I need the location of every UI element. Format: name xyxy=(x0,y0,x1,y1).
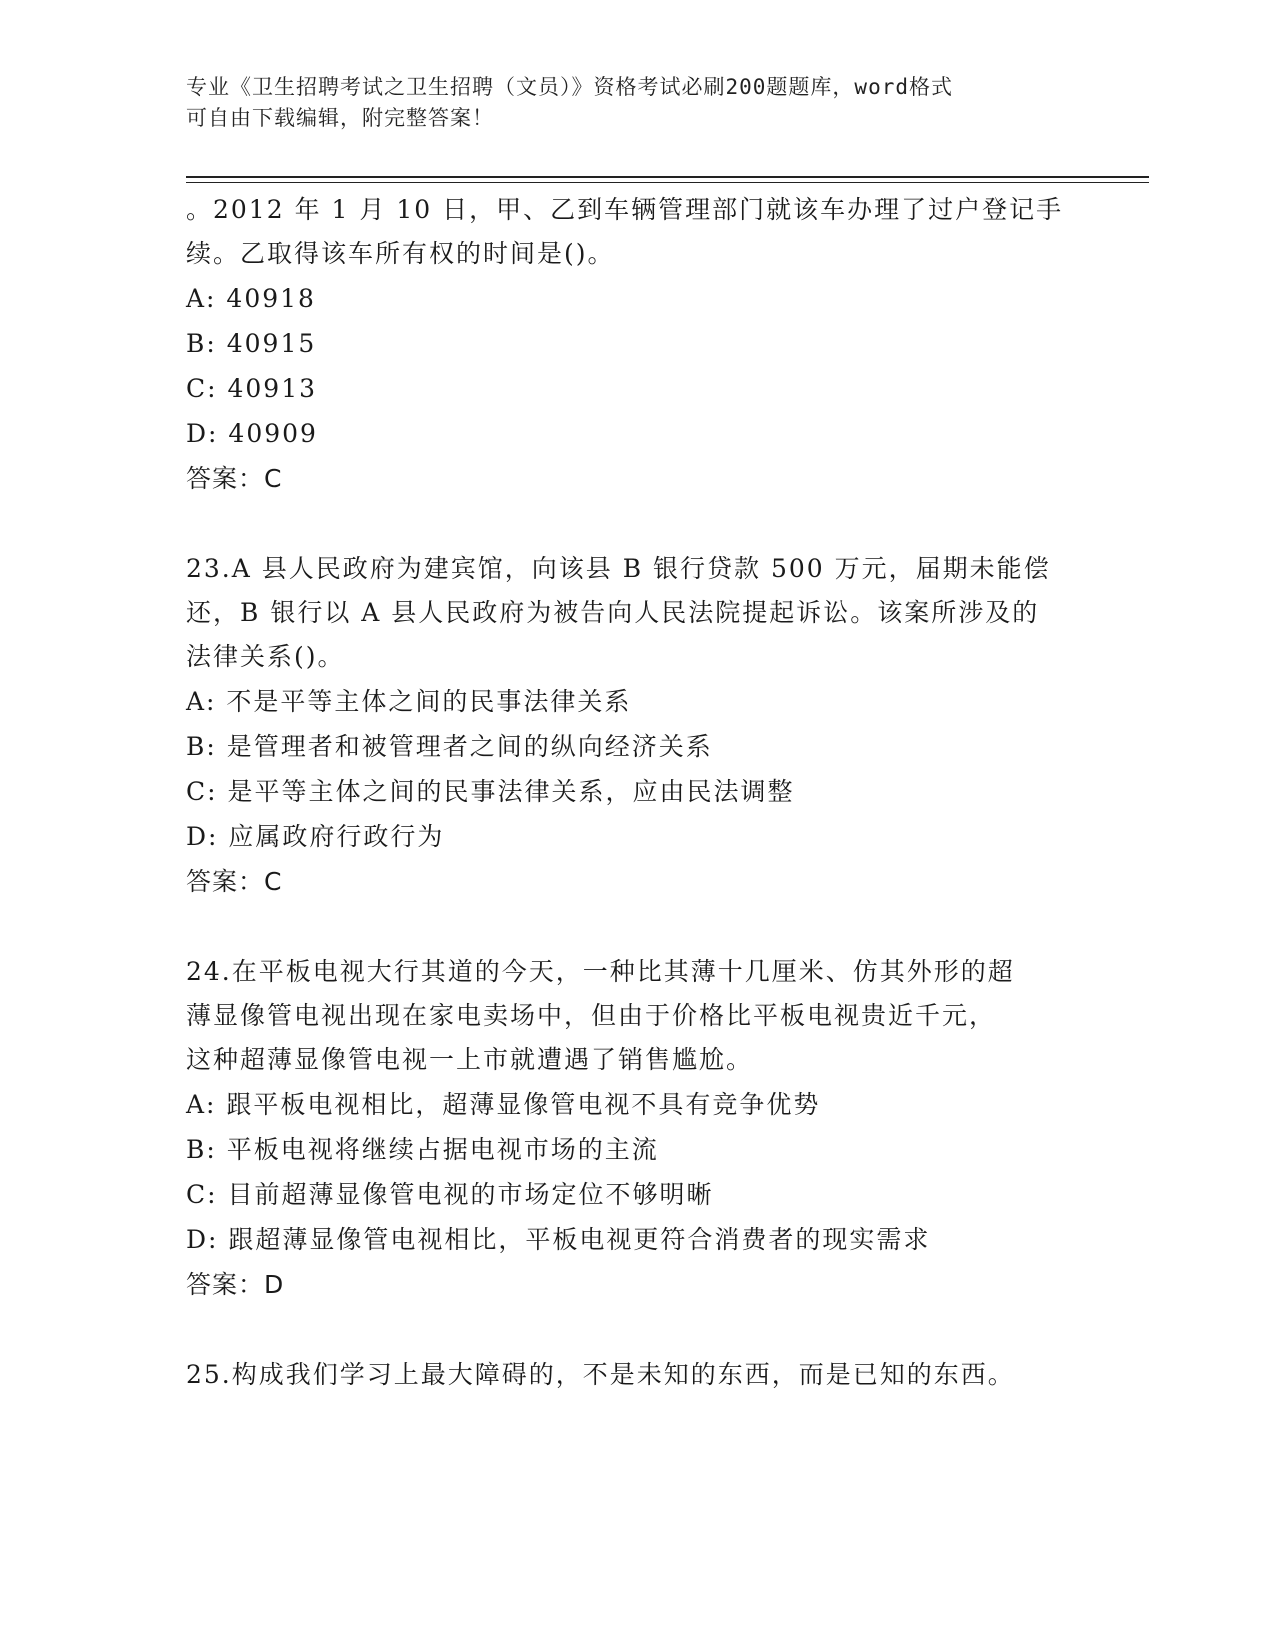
option-c: C: 40913 xyxy=(186,374,318,403)
header-divider-thin xyxy=(186,182,1149,183)
question-block xyxy=(186,188,1086,501)
question-text-line: 24.在平板电视大行其道的今天，一种比其薄十几厘米、仿其外形的超 xyxy=(186,957,1015,986)
option-a: A: 40918 xyxy=(186,284,316,313)
question-text-line: 续。乙取得该车所有权的时间是()。 xyxy=(186,239,615,268)
question-text-line: 法律关系()。 xyxy=(186,642,345,671)
question-list xyxy=(186,188,1086,1397)
option-b: B: 平板电视将继续占据电视市场的主流 xyxy=(186,1135,659,1164)
question-block xyxy=(186,950,1086,1307)
spacer xyxy=(186,501,1086,547)
option-c: C: 是平等主体之间的民事法律关系，应由民法调整 xyxy=(186,777,795,806)
answer-line: 答案：C xyxy=(186,464,283,493)
question-block xyxy=(186,1353,1086,1397)
option-b: B: 是管理者和被管理者之间的纵向经济关系 xyxy=(186,732,713,761)
header-line-1: 专业《卫生招聘考试之卫生招聘（文员）》资格考试必刷200题题库，word格式 xyxy=(186,75,953,99)
answer-line: 答案：D xyxy=(186,1270,285,1299)
question-block xyxy=(186,547,1086,904)
option-a: A: 不是平等主体之间的民事法律关系 xyxy=(186,687,632,716)
option-d: D: 40909 xyxy=(186,419,318,448)
question-text-line: 薄显像管电视出现在家电卖场中，但由于价格比平板电视贵近千元， xyxy=(186,1001,997,1030)
document-header xyxy=(186,72,1086,134)
header-line-2: 可自由下载编辑，附完整答案！ xyxy=(186,106,494,130)
option-a: A: 跟平板电视相比，超薄显像管电视不具有竞争优势 xyxy=(186,1090,821,1119)
header-divider-thick xyxy=(186,176,1149,178)
option-c: C: 目前超薄显像管电视的市场定位不够明晰 xyxy=(186,1180,714,1209)
question-text-line: 。2012 年 1 月 10 日，甲、乙到车辆管理部门就该车办理了过户登记手 xyxy=(186,195,1064,224)
spacer xyxy=(186,1307,1086,1353)
option-b: B: 40915 xyxy=(186,329,317,358)
spacer xyxy=(186,904,1086,950)
option-d: D: 应属政府行政行为 xyxy=(186,822,445,851)
question-text-line: 23.A 县人民政府为建宾馆，向该县 B 银行贷款 500 万元，届期未能偿 xyxy=(186,554,1051,583)
option-d: D: 跟超薄显像管电视相比，平板电视更符合消费者的现实需求 xyxy=(186,1225,931,1254)
question-text-line: 25.构成我们学习上最大障碍的，不是未知的东西，而是已知的东西。 xyxy=(186,1360,1015,1389)
answer-line: 答案：C xyxy=(186,867,283,896)
question-text-line: 这种超薄显像管电视一上市就遭遇了销售尴尬。 xyxy=(186,1045,754,1074)
question-text-line: 还，B 银行以 A 县人民政府为被告向人民法院提起诉讼。该案所涉及的 xyxy=(186,598,1040,627)
